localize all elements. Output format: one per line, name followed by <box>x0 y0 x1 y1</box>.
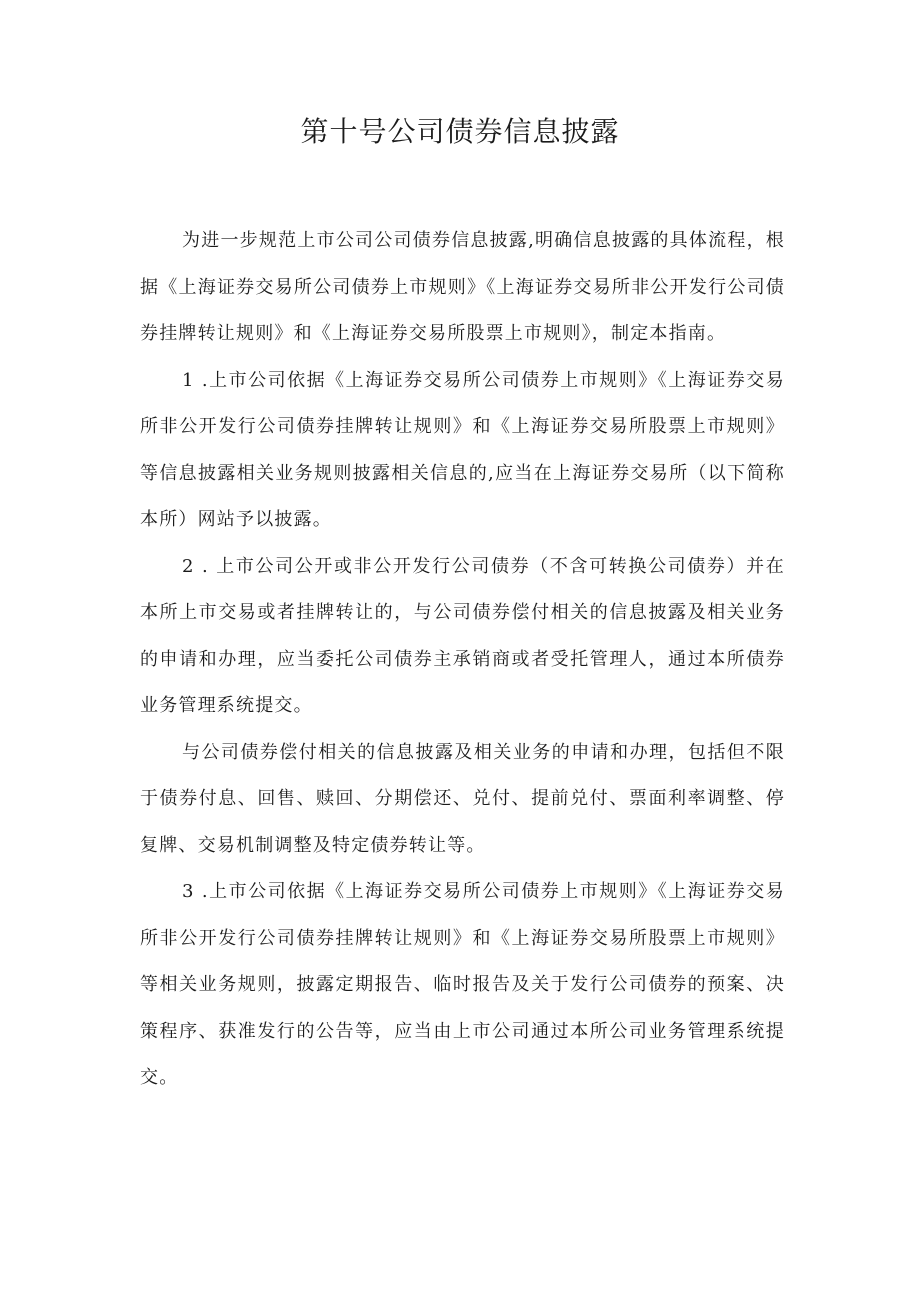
paragraph-item-2: 2 . 上市公司公开或非公开发行公司债券（不含可转换公司债券）并在本所上市交易或者挂牌转让的，与公司债券偿付相关的信息披露及相关业务的申请和办理，应当委托公司债券主承销商或者受托管理人，通过本所债券业务管理系统提交。 <box>140 555 785 716</box>
paragraph-item-1: 1 .上市公司依据《上海证券交易所公司债券上市规则》《上海证券交易所非公开发行公司债券挂牌转让规则》和《上海证券交易所股票上市规则》等信息披露相关业务规则披露相关信息的,应当在上海证券交易所（以下简称本所）网站予以披露。 <box>140 369 785 530</box>
document-title: 第十号公司债券信息披露 <box>300 115 620 148</box>
document-body <box>140 218 785 1102</box>
paragraph-intro: 为进一步规范上市公司公司债券信息披露,明确信息披露的具体流程，根据《上海证券交易所公司债券上市规则》《上海证券交易所非公开发行公司债券挂牌转让规则》和《上海证券交易所股票上市规则》，制定本指南。 <box>140 230 785 344</box>
paragraph-item-3: 3 .上市公司依据《上海证券交易所公司债券上市规则》《上海证券交易所非公开发行公司债券挂牌转让规则》和《上海证券交易所股票上市规则》等相关业务规则，披露定期报告、临时报告及关于发行公司债券的预案、决策程序、获准发行的公告等，应当由上市公司通过本所公司业务管理系统提交。 <box>140 881 785 1088</box>
paragraph-item-2-detail: 与公司债券偿付相关的信息披露及相关业务的申请和办理，包括但不限于债券付息、回售、赎回、分期偿还、兑付、提前兑付、票面利率调整、停复牌、交易机制调整及特定债券转让等。 <box>140 741 785 856</box>
